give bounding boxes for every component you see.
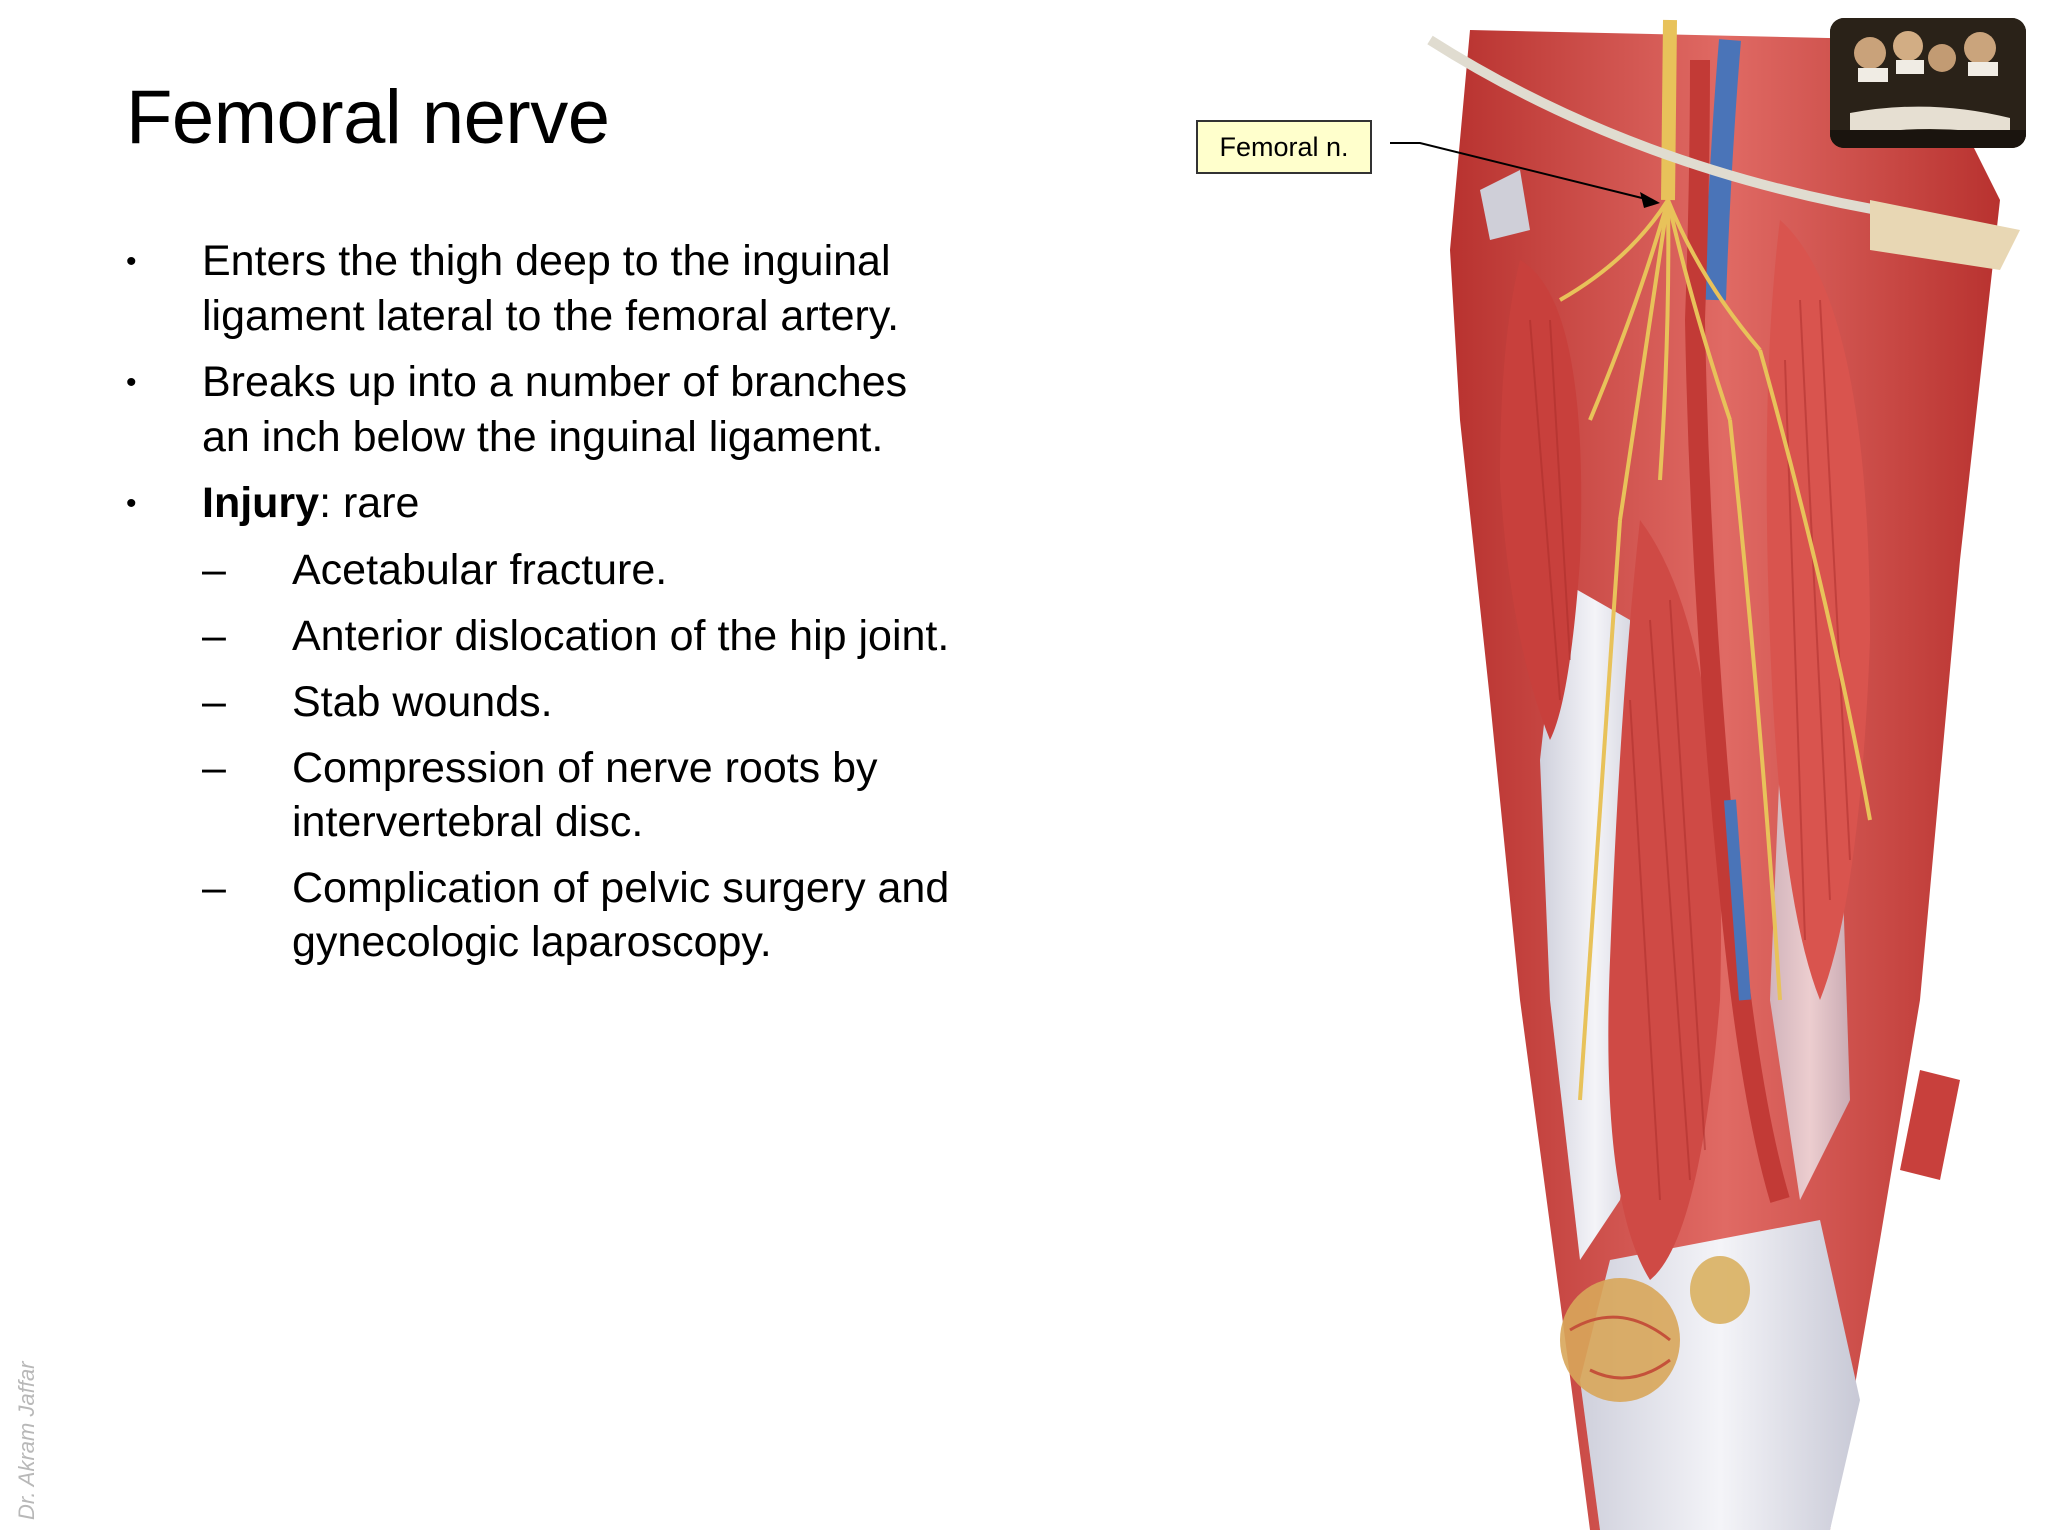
bullet-marker: •	[126, 366, 137, 399]
figure-label-femoral-nerve: Femoral n.	[1196, 120, 1372, 174]
dash-marker: –	[202, 744, 226, 792]
sub-bullet-text: Acetabular fracture.	[292, 546, 668, 594]
sub-bullet-item	[202, 609, 966, 663]
sub-bullet-item	[202, 861, 966, 969]
bullet-list	[126, 234, 966, 981]
bullet-text: Breaks up into a number of branches an inch below the inguinal ligament.	[202, 358, 908, 461]
bullet-marker: •	[126, 245, 137, 278]
sub-bullet-text: Anterior dislocation of the hip joint.	[292, 612, 950, 660]
sub-bullet-item	[202, 741, 966, 849]
bullet-text: Enters the thigh deep to the inguinal ligament lateral to the femoral artery.	[202, 237, 900, 340]
dash-marker: –	[202, 612, 226, 660]
sub-bullet-list	[202, 543, 966, 969]
author-watermark: Dr. Akram Jaffar	[14, 1361, 39, 1520]
thigh-anatomy-illustration	[1400, 0, 2048, 1536]
sub-bullet-text: Complication of pelvic surgery and gynecologic laparoscopy.	[292, 864, 950, 966]
bullet-item	[126, 355, 966, 465]
dash-marker: –	[202, 864, 226, 912]
sub-bullet-item	[202, 675, 966, 729]
sub-bullet-text: Compression of nerve roots by intervertebral disc.	[292, 744, 878, 846]
sub-bullet-text: Stab wounds.	[292, 678, 553, 726]
dash-marker: –	[202, 546, 226, 594]
slide-title: Femoral nerve	[126, 75, 610, 160]
sub-bullet-item	[202, 543, 966, 597]
dash-marker: –	[202, 678, 226, 726]
bullet-bold-term: Injury	[202, 479, 320, 527]
bullet-marker: •	[126, 487, 137, 520]
bullet-item-injury	[126, 476, 966, 969]
bullet-item	[126, 234, 966, 344]
anatomy-lesson-painting-thumbnail	[1830, 18, 2026, 148]
bullet-text: : rare	[319, 479, 420, 527]
